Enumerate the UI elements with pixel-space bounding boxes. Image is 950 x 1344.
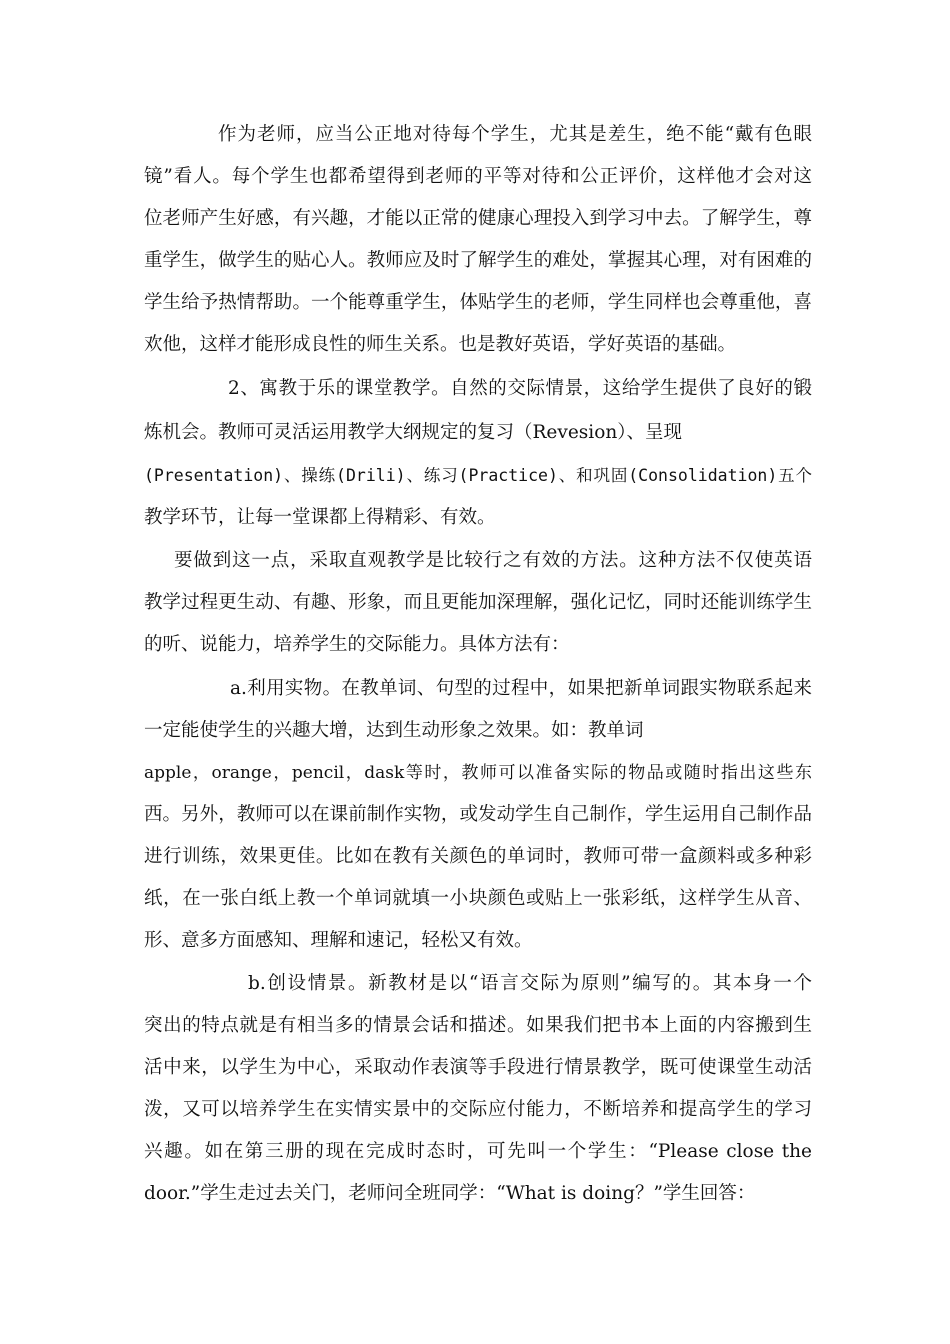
text-line: 形、意多方面感知、理解和速记，轻松又有效。 <box>144 930 533 951</box>
text-line: 学生给予热情帮助。一个能尊重学生，体贴学生的老师，学生同样也会尊重他，喜 <box>144 292 812 313</box>
text-line: 作为老师，应当公正地对待每个学生，尤其是差生，绝不能“戴有色眼 <box>218 124 812 145</box>
text-line: door.”学生走过去关门，老师问全班同学：“What is doing？”学生回答： <box>144 1183 756 1204</box>
text-line: 进行训练，效果更佳。比如在教有关颜色的单词时，教师可带一盒颜料或多种彩 <box>144 846 812 867</box>
text-line: 要做到这一点，采取直观教学是比较行之有效的方法。这种方法不仅使英语 <box>174 550 812 571</box>
text-line: 欢他，这样才能形成良性的师生关系。也是教好英语，学好英语的基础。 <box>144 334 737 355</box>
text-line: (Presentation)、操练(Drili)、练习(Practice)、和巩固(Consolidation)五个 <box>144 466 812 485</box>
text-line: 镜”看人。每个学生也都希望得到老师的平等对待和公正评价，这样他才会对这 <box>144 166 812 187</box>
text-line: 西。另外，教师可以在课前制作实物，或发动学生自己制作，学生运用自己制作品 <box>144 804 812 825</box>
text-line: a.利用实物。在教单词、句型的过程中，如果把新单词跟实物联系起来 <box>230 678 812 699</box>
text-line: 的听、说能力，培养学生的交际能力。具体方法有： <box>144 634 570 655</box>
text-line: 泼，又可以培养学生在实情实景中的交际应付能力，不断培养和提高学生的学习 <box>144 1099 812 1120</box>
text-line: apple，orange，pencil，dask等时，教师可以准备实际的物品或随时指出这些东 <box>144 763 812 783</box>
text-line: b.创设情景。新教材是以“语言交际为原则”编写的。其本身一个 <box>248 973 812 994</box>
text-line: 2、寓教于乐的课堂教学。自然的交际情景，这给学生提供了良好的锻 <box>228 378 812 399</box>
text-line: 位老师产生好感，有兴趣，才能以正常的健康心理投入到学习中去。了解学生，尊 <box>144 208 812 229</box>
text-line: 教学过程更生动、有趣、形象，而且更能加深理解，强化记忆，同时还能训练学生 <box>144 592 812 613</box>
text-line: 纸，在一张白纸上教一个单词就填一小块颜色或贴上一张彩纸，这样学生从音、 <box>144 888 812 909</box>
text-line: 突出的特点就是有相当多的情景会话和描述。如果我们把书本上面的内容搬到生 <box>144 1015 812 1036</box>
text-line: 兴趣。如在第三册的现在完成时态时，可先叫一个学生：“Please close the <box>144 1141 812 1162</box>
text-line: 教学环节，让每一堂课都上得精彩、有效。 <box>144 507 496 528</box>
text-line: 一定能使学生的兴趣大增，达到生动形象之效果。如：教单词 <box>144 720 644 741</box>
text-line: 重学生，做学生的贴心人。教师应及时了解学生的难处，掌握其心理，对有困难的 <box>144 250 812 271</box>
text-line: 炼机会。教师可灵活运用教学大纲规定的复习（Revesion）、呈现 <box>144 422 682 443</box>
text-line: 活中来，以学生为中心，采取动作表演等手段进行情景教学，既可使课堂生动活 <box>144 1057 812 1078</box>
